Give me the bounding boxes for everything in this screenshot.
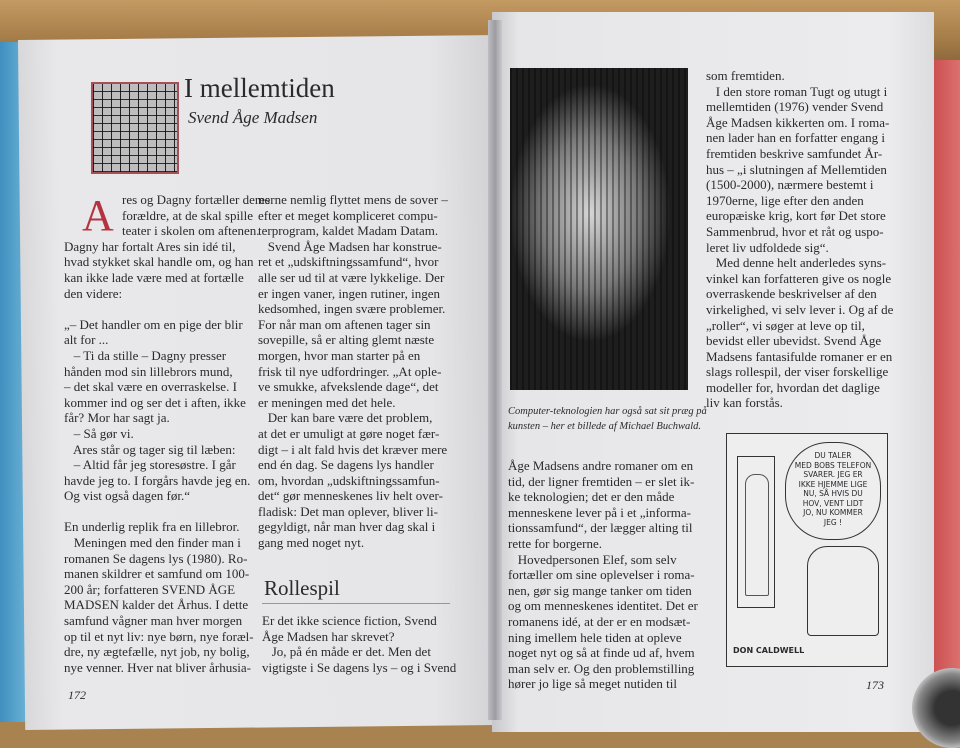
text-line: nye venner. Hver nat bliver århusia- (64, 659, 251, 675)
left-column-1 (64, 192, 270, 675)
text-line: ret et „udskiftningssamfund“, hvor (258, 254, 439, 270)
text-line: den videre: (64, 285, 123, 301)
text-line: hvad stykket skal handle om, og han (64, 254, 254, 270)
text-line: Dagny har fortalt Ares sin idé til, (64, 238, 236, 254)
text-line: Computer-teknologien har også sat sit præg på (508, 406, 707, 417)
text-line: vinkel kan forfatteren give os nogle (706, 270, 892, 286)
text-line: terprogram, kaldet Madam Datam. (258, 223, 439, 239)
text-line: fortæller om sine oplevelser i roma- (508, 567, 695, 583)
text-line: end én dag. Se dagens lys handler (258, 457, 434, 473)
text-line: hus – „i slutningen af Mellemtiden (706, 161, 887, 177)
text-line: bevidst eller ubevidst. Svend Åge (706, 333, 882, 349)
text-line: at det er umuligt at gøre noget fær- (258, 425, 440, 441)
chapter-title: I mellemtiden (184, 73, 335, 103)
text-line: modeller for, hvordan det daglige (706, 379, 880, 395)
right-column-1 (508, 458, 698, 692)
text-line: frisk til nye udfordringer. „At ople- (258, 363, 442, 379)
chapter-illustration (91, 82, 179, 174)
text-line: virkelighed, vi selv lever i. Og af de (706, 301, 894, 317)
text-line: op til et nyt liv: nye børn, nye foræl- (64, 628, 254, 644)
text-line: tionssamfund“, der lægger alting til (508, 520, 693, 536)
text-line: Åge Madsen har skrevet? (262, 628, 395, 644)
text-line: romanens idé, at der er en modsæt- (508, 613, 691, 629)
text-line: MADSEN kalder det Århus. I dette (64, 597, 249, 613)
text-line: sovepille, så er alting glemt næste (258, 332, 435, 348)
text-line (64, 301, 270, 317)
text-line: det“ gør menneskenes liv helt over- (258, 488, 443, 504)
text-line: kedsomhed, ingen svære problemer. (258, 301, 446, 317)
text-line: Hovedpersonen Elef, som selv (508, 551, 677, 567)
text-line: – Ti da stille – Dagny presser (64, 347, 227, 363)
text-line: liv kan forstås. (706, 395, 783, 411)
text-line: „– Det handler om en pige der blir (64, 316, 243, 332)
text-line: (1500-2000), nærmere bestemt i (706, 177, 874, 193)
text-line: 200 år; forfatteren SVEND ÅGE (64, 581, 236, 597)
text-line: I den store roman Tugt og utugt i (706, 83, 888, 99)
text-line: tid, der ligner fremtiden – er slet ik- (508, 473, 695, 489)
text-line: Svend Åge Madsen har konstrue- (258, 238, 442, 254)
text-line: gang med noget nyt. (258, 535, 365, 551)
text-line: Åge Madsens andre romaner om en (508, 458, 694, 473)
text-line: kommer ind og ser det i aften, ikke (64, 394, 246, 410)
text-line: SVARER. JEG ER (803, 470, 863, 479)
page-number-right: 173 (866, 678, 884, 692)
text-line: vigtigste i Se dagens lys – og i Svend (262, 659, 457, 675)
text-line: om, hvordan „udskiftningssamfun- (258, 472, 440, 488)
cartoon-armchair (807, 546, 879, 636)
right-column-2 (706, 68, 893, 411)
text-line: er ingen vaner, ingen rutiner, ingen (258, 285, 440, 301)
text-line: manen skildrer et samfund om 100- (64, 566, 250, 582)
text-line: Og vist også dagen før.“ (64, 488, 191, 504)
text-line: forældre, at de skal spille (122, 207, 254, 223)
text-line: – det skal være en overraskelse. I (64, 379, 237, 395)
text-line: HOV, VENT LIDT (802, 498, 864, 508)
text-line: havde jeg to. I forgårs havde jeg en. (64, 472, 251, 488)
heading-rule (262, 603, 450, 604)
text-line: ning imellem hele tiden at opleve (508, 629, 682, 645)
text-line: Ares står og tager sig til læben: (64, 441, 236, 457)
text-line: Madsens fantasifulde romaner er en (706, 348, 893, 364)
text-line: JEG ! (823, 517, 843, 527)
text-line: DU TALER (814, 451, 852, 460)
text-line: europæiske krig, kort før Det store (706, 208, 886, 224)
text-line: – Altid får jeg storesøstre. I går (64, 457, 236, 473)
left-column-2 (258, 192, 448, 551)
text-line: gegyldigt, når man hver dag skal i (258, 519, 436, 535)
text-line: alt for ... (64, 332, 109, 348)
speech-bubble (785, 442, 881, 540)
text-line: kunsten – her et billede af Michael Buchwald. (508, 421, 702, 432)
page-number-left: 172 (68, 688, 86, 702)
text-line: hånden mod sin lillebrors mund, (64, 363, 233, 379)
text-line: menneskene lever på i et „informa- (508, 504, 691, 520)
photo-caption (508, 404, 707, 434)
text-line: leret liv udfoldede sig“. (706, 239, 829, 255)
text-line: nen lader han en forfatter engang i (706, 130, 886, 146)
drop-cap: A (82, 191, 114, 240)
text-line: er meningen med det hele. (258, 394, 396, 410)
book-gutter (488, 20, 502, 720)
text-line: får? Mor har sagt ja. (64, 410, 170, 426)
text-line: Jo, på én måde er det. Men det (262, 644, 431, 660)
text-line: nen, gør sig mange tanker om tiden (508, 582, 692, 598)
text-line: Sammenbrud, hvor et råt og uspo- (706, 223, 884, 239)
text-line: ve smukke, afvekslende dage“, det (258, 379, 439, 395)
text-line: nerne nemlig flyttet mens de sover – (258, 192, 448, 207)
text-line: For når man om aftenen tager sin (258, 316, 431, 332)
text-line: man selv er. Og den problemstilling (508, 660, 695, 676)
text-line: – Så gør vi. (64, 425, 134, 441)
text-line: dre, ny ægtefælle, nyt job, ny bolig, (64, 644, 250, 660)
text-line: alle ser ud til at være lykkelige. Der (258, 269, 445, 285)
text-line: noget nyt og så at finde ud af, hvem (508, 645, 695, 661)
cartoon (726, 433, 888, 667)
text-line: IKKE HJEMME LIGE (798, 479, 868, 489)
text-line: Med denne helt anderledes syns- (706, 255, 887, 271)
text-line: „roller“, vi søger at leve op til, (706, 317, 865, 333)
text-line: Åge Madsen kikkerten om. I roma- (706, 114, 890, 130)
chapter-author: Svend Åge Madsen (188, 108, 318, 127)
text-line: morgen, hvor man starter på en (258, 347, 421, 363)
text-line: digt – i alt fald hvis det kræver mere (258, 441, 448, 457)
text-line: romanen Se dagens lys (1980). Ro- (64, 550, 248, 566)
text-line: 1970erne, lige efter den anden (706, 192, 864, 208)
text-line: En underlig replik fra en lillebror. (64, 519, 240, 535)
text-line: slags rollespil, der viser forskellige (706, 364, 889, 380)
text-line: rette for borgerne. (508, 535, 602, 551)
computer-art-photo (510, 68, 688, 390)
text-line: res og Dagny fortæller deres (122, 192, 271, 207)
text-line: samfund vågner man hver morgen (64, 613, 243, 629)
left-column-2b (262, 613, 456, 675)
text-line: hører jo lige så meget nutiden til (508, 676, 677, 692)
section-heading: Rollespil (264, 576, 340, 600)
text-line: efter et meget kompliceret compu- (258, 207, 438, 223)
text-line: Meningen med den finder man i (64, 535, 241, 551)
text-line: Er det ikke science fiction, Svend (262, 613, 437, 628)
text-line: fremtiden beskrive samfundet År- (706, 145, 883, 161)
text-line: kan ikke lade være med at fortælle (64, 269, 244, 285)
cartoon-man (745, 474, 769, 596)
text-line: mellemtiden (1976) vender Svend (706, 99, 884, 115)
text-line: teater i skolen om aftenen. (122, 223, 260, 239)
text-line: NU, SÅ HVIS DU (803, 489, 863, 498)
text-line: JO, NU KOMMER (803, 508, 863, 517)
text-line: som fremtiden. (706, 68, 785, 83)
text-line: overraskende beskrivelser af den (706, 286, 877, 302)
cartoon-signature: DON CALDWELL (733, 646, 805, 655)
text-line (64, 504, 270, 520)
text-line: Der kan bare være det problem, (258, 410, 433, 426)
text-line: MED BOBS TELEFON (794, 460, 872, 470)
text-line: fladisk: Det man oplever, bliver li- (258, 503, 438, 519)
text-line: ke teknologien; det er den måde (508, 489, 675, 505)
text-line: og om menneskenes identitet. Det er (508, 598, 698, 614)
